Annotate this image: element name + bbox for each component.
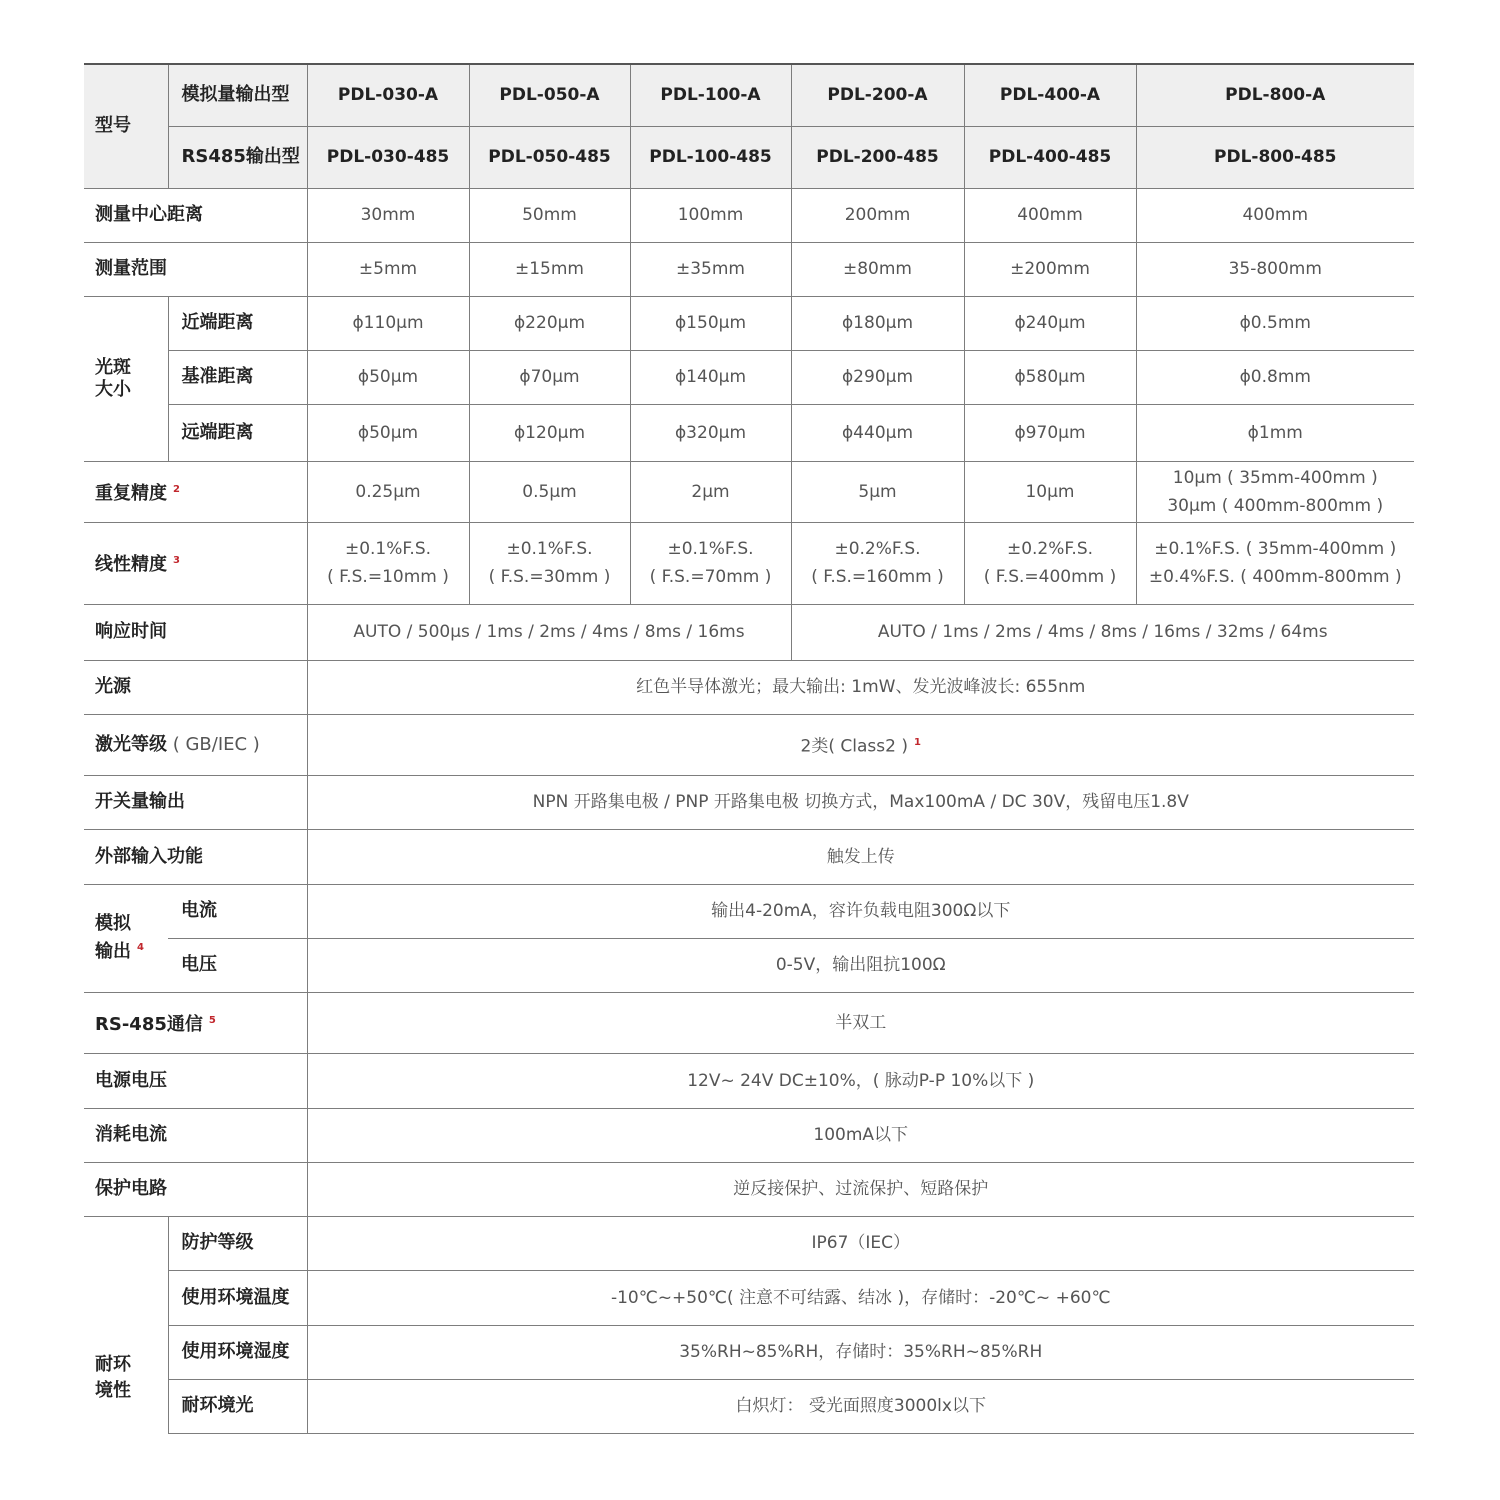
response-left-value: AUTO / 500μs / 1ms / 2ms / 4ms / 8ms / 16ms — [307, 604, 791, 660]
spot-label-line1: 光斑 — [95, 356, 131, 378]
value-line: ±0.1%F.S. — [506, 539, 593, 559]
model-analog-row — [84, 64, 1414, 126]
value-line: ±0.2%F.S. — [834, 539, 921, 559]
value-cell: ±35mm — [630, 242, 791, 296]
value-cell: 30mm — [307, 188, 469, 242]
model-cell: PDL-400-485 — [964, 126, 1136, 188]
model-cell: PDL-030-A — [307, 64, 469, 126]
env-light-value: 白炽灯： 受光面照度3000lx以下 — [307, 1379, 1414, 1433]
analog-current-value: 输出4-20mA，容许负载电阻300Ω以下 — [307, 884, 1414, 938]
repeat-last-line2: 30μm ( 400mm-800mm ) — [1167, 495, 1384, 516]
laser-class-label-text: 激光等级 — [95, 733, 167, 755]
value-line: ( F.S.=30mm ) — [488, 567, 611, 587]
value-cell — [307, 522, 469, 604]
analog-voltage-value: 0-5V，输出阻抗100Ω — [307, 938, 1414, 992]
footnote-marker: 3 — [173, 555, 180, 566]
env-label — [84, 1216, 168, 1433]
analog-voltage-row — [84, 938, 1414, 992]
env-label-line2: 境性 — [95, 1380, 131, 1401]
env-humidity-row — [84, 1325, 1414, 1379]
switch-output-value: NPN 开路集电极 / PNP 开路集电极 切换方式，Max100mA / DC 30V，残留电压1.8V — [307, 775, 1414, 829]
switch-output-label: 开关量输出 — [84, 775, 307, 829]
value-cell: 0.5μm — [469, 461, 630, 522]
ext-input-value: 触发上传 — [307, 829, 1414, 884]
value-cell — [1136, 461, 1414, 522]
value-line: ( F.S.=10mm ) — [327, 567, 449, 587]
repeat-label — [84, 461, 307, 522]
laser-class-value-text: 2类( Class2 ) — [800, 736, 908, 757]
protection-value: 逆反接保护、过流保护、短路保护 — [307, 1162, 1414, 1216]
value-cell — [630, 522, 791, 604]
value-cell: ϕ220μm — [469, 296, 630, 350]
value-cell — [964, 522, 1136, 604]
center-distance-label: 测量中心距离 — [84, 188, 307, 242]
value-cell: ϕ320μm — [630, 404, 791, 461]
value-cell: 50mm — [469, 188, 630, 242]
analog-label-line1: 模拟 — [95, 913, 131, 934]
value-cell — [469, 522, 630, 604]
value-cell: ϕ180μm — [791, 296, 964, 350]
repeat-row — [84, 461, 1414, 522]
laser-class-unit: ( GB/IEC ) — [167, 733, 260, 755]
switch-output-row — [84, 775, 1414, 829]
model-cell: PDL-200-485 — [791, 126, 964, 188]
light-row — [84, 660, 1414, 714]
repeat-last-line1: 10μm ( 35mm-400mm ) — [1172, 467, 1378, 488]
value-cell: 200mm — [791, 188, 964, 242]
rs485-comm-value: 半双工 — [307, 992, 1414, 1053]
light-value: 红色半导体激光；最大输出: 1mW、发光波峰波长: 655nm — [307, 660, 1414, 714]
value-cell: ±80mm — [791, 242, 964, 296]
value-line: ±0.2%F.S. — [1006, 539, 1094, 559]
spot-size-label — [84, 296, 168, 461]
spot-ref-label: 基准距离 — [168, 350, 307, 404]
current-consumption-row — [84, 1108, 1414, 1162]
response-label: 响应时间 — [84, 604, 307, 660]
linearity-row — [84, 522, 1414, 604]
response-right-value: AUTO / 1ms / 2ms / 4ms / 8ms / 16ms / 32ms / 64ms — [791, 604, 1414, 660]
value-cell: ϕ140μm — [630, 350, 791, 404]
power-voltage-label: 电源电压 — [84, 1053, 307, 1108]
value-cell: ϕ110μm — [307, 296, 469, 350]
value-cell: 35-800mm — [1136, 242, 1414, 296]
rs485-type-label: RS485输出型 — [168, 126, 307, 188]
range-row — [84, 242, 1414, 296]
value-cell: 0.25μm — [307, 461, 469, 522]
analog-label-line2-wrap — [95, 934, 168, 966]
model-cell: PDL-100-485 — [630, 126, 791, 188]
env-humidity-label: 使用环境湿度 — [168, 1325, 307, 1379]
value-cell: ϕ70μm — [469, 350, 630, 404]
env-ip-label: 防护等级 — [168, 1216, 307, 1270]
range-label: 测量范围 — [84, 242, 307, 296]
power-voltage-value: 12V~ 24V DC±10%，( 脉动P-P 10%以下 ) — [307, 1053, 1414, 1108]
value-line: ±0.1%F.S. ( 35mm-400mm ) — [1154, 539, 1397, 559]
model-cell: PDL-400-A — [964, 64, 1136, 126]
spot-ref-row — [84, 350, 1414, 404]
value-cell — [1136, 522, 1414, 604]
value-cell: 2μm — [630, 461, 791, 522]
value-line: ±0.4%F.S. ( 400mm-800mm ) — [1148, 567, 1402, 587]
light-label: 光源 — [84, 660, 307, 714]
value-cell: ϕ120μm — [469, 404, 630, 461]
footnote-marker: 4 — [137, 942, 144, 953]
model-cell: PDL-050-485 — [469, 126, 630, 188]
model-cell: PDL-800-485 — [1136, 126, 1414, 188]
value-line: ( F.S.=70mm ) — [649, 567, 772, 587]
rs485-comm-label — [84, 992, 307, 1053]
protection-label: 保护电路 — [84, 1162, 307, 1216]
spot-near-row — [84, 296, 1414, 350]
footnote-marker: 5 — [208, 1014, 216, 1026]
value-cell: ϕ0.8mm — [1136, 350, 1414, 404]
spot-label-line2: 大小 — [95, 378, 131, 400]
current-consumption-value: 100mA以下 — [307, 1108, 1414, 1162]
env-humidity-value: 35%RH~85%RH，存储时：35%RH~85%RH — [307, 1325, 1414, 1379]
value-cell: 400mm — [964, 188, 1136, 242]
laser-class-label — [84, 714, 307, 775]
env-label-line1: 耐环 — [95, 1354, 131, 1375]
spot-near-label: 近端距离 — [168, 296, 307, 350]
value-cell: ϕ290μm — [791, 350, 964, 404]
value-cell: ϕ1mm — [1136, 404, 1414, 461]
env-temp-value: -10℃~+50℃( 注意不可结露、结冰 )，存储时：-20℃~ +60℃ — [307, 1270, 1414, 1325]
current-consumption-label: 消耗电流 — [84, 1108, 307, 1162]
env-light-label: 耐环境光 — [168, 1379, 307, 1433]
value-cell: ϕ50μm — [307, 404, 469, 461]
linearity-label-text: 线性精度 — [95, 554, 167, 575]
footnote-marker: 2 — [173, 483, 180, 495]
power-voltage-row — [84, 1053, 1414, 1108]
analog-label-line2: 输出 — [95, 941, 131, 962]
laser-class-row — [84, 714, 1414, 775]
model-label: 型号 — [84, 64, 168, 188]
value-line: ±0.1%F.S. — [344, 539, 432, 559]
spot-far-label: 远端距离 — [168, 404, 307, 461]
value-cell: ±200mm — [964, 242, 1136, 296]
model-rs485-row — [84, 126, 1414, 188]
ext-input-row — [84, 829, 1414, 884]
analog-output-label — [84, 884, 168, 992]
env-ip-value: IP67（IEC） — [307, 1216, 1414, 1270]
ext-input-label: 外部输入功能 — [84, 829, 307, 884]
value-cell: 5μm — [791, 461, 964, 522]
value-cell: ϕ150μm — [630, 296, 791, 350]
spot-far-row — [84, 404, 1414, 461]
footnote-marker: 1 — [913, 736, 921, 748]
env-ip-row — [84, 1216, 1414, 1270]
analog-current-label: 电流 — [168, 884, 307, 938]
value-cell: ϕ970μm — [964, 404, 1136, 461]
env-temp-label: 使用环境温度 — [168, 1270, 307, 1325]
env-temp-row — [84, 1270, 1414, 1325]
model-cell: PDL-050-A — [469, 64, 630, 126]
value-cell: 10μm — [964, 461, 1136, 522]
value-cell: ϕ50μm — [307, 350, 469, 404]
model-cell: PDL-100-A — [630, 64, 791, 126]
model-cell: PDL-030-485 — [307, 126, 469, 188]
value-cell: 400mm — [1136, 188, 1414, 242]
rs485-comm-label-text: RS-485通信 — [95, 1013, 203, 1035]
analog-current-row — [84, 884, 1414, 938]
value-line: ( F.S.=160mm ) — [811, 567, 944, 587]
value-cell: ±5mm — [307, 242, 469, 296]
value-cell: ϕ440μm — [791, 404, 964, 461]
value-cell: ϕ0.5mm — [1136, 296, 1414, 350]
repeat-label-text: 重复精度 — [95, 482, 167, 504]
model-cell: PDL-200-A — [791, 64, 964, 126]
analog-voltage-label: 电压 — [168, 938, 307, 992]
value-cell: 100mm — [630, 188, 791, 242]
value-line: ±0.1%F.S. — [667, 539, 754, 559]
response-row — [84, 604, 1414, 660]
value-cell: ϕ240μm — [964, 296, 1136, 350]
value-line: ( F.S.=400mm ) — [983, 567, 1117, 587]
spec-table — [84, 63, 1414, 1434]
env-light-row — [84, 1379, 1414, 1433]
rs485-row — [84, 992, 1414, 1053]
value-cell — [791, 522, 964, 604]
center-distance-row — [84, 188, 1414, 242]
value-cell: ±15mm — [469, 242, 630, 296]
model-cell: PDL-800-A — [1136, 64, 1414, 126]
linearity-label — [84, 522, 307, 604]
laser-class-value — [307, 714, 1414, 775]
analog-type-label: 模拟量输出型 — [168, 64, 307, 126]
protection-row — [84, 1162, 1414, 1216]
value-cell: ϕ580μm — [964, 350, 1136, 404]
